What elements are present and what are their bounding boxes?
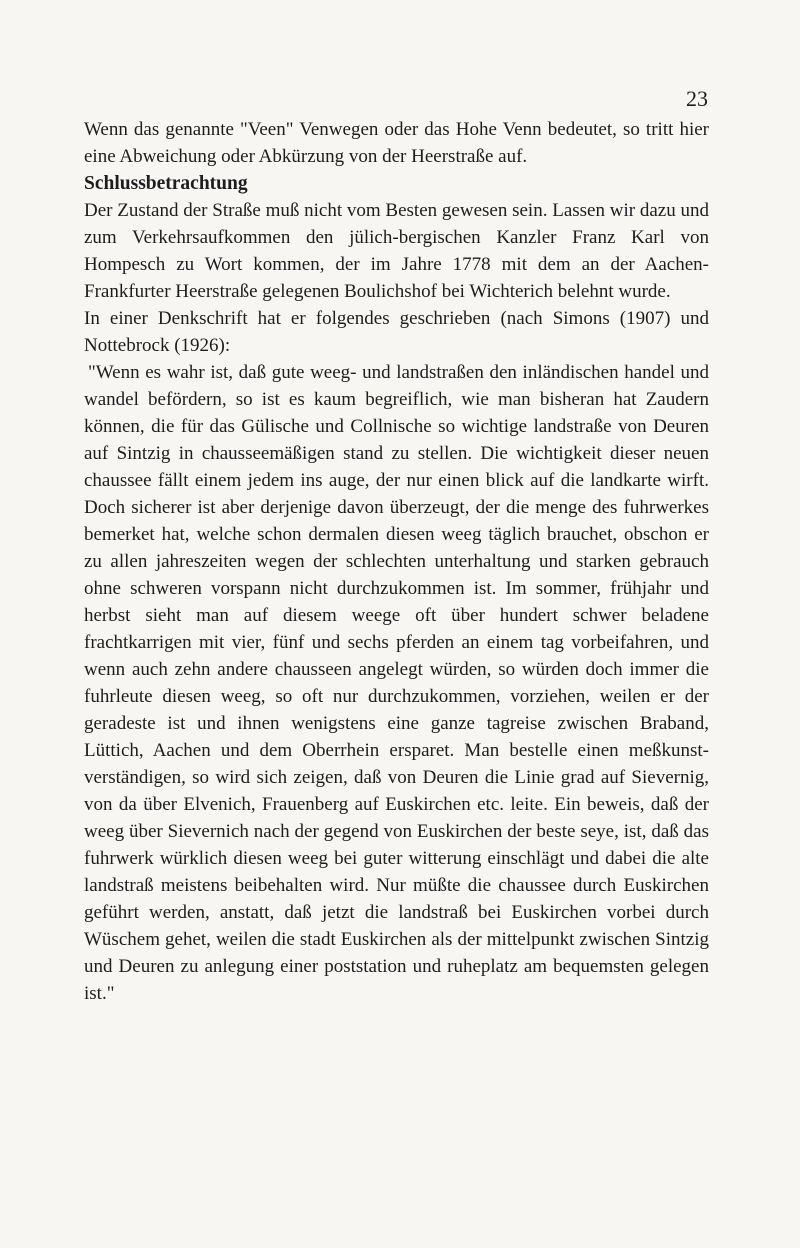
body-text — [84, 116, 709, 1007]
conclusion-paragraph: Der Zustand der Straße muß nicht vom Besten gewesen sein. Lassen wir dazu und zum Verkehrsaufkommen den jülich-bergischen Kanzler Franz Karl von Hompesch zu Wort kommen, der im Jahre 1778 mit dem an der Aachen-Frankfurter Heerstraße gelegenen Boulichshof bei Wichterich belehnt wurde. — [84, 200, 709, 302]
quotation-paragraph: "Wenn es wahr ist, daß gute weeg- und landstraßen den inländischen handel und wandel befördern, so ist es kaum begreiflich, wie man bisheran hat Zaudern können, die für das Gülische und Collnische so wichtige landstraße von Deuren auf Sintzig in chausseemäßigen stand zu stellen. Die wichtigkeit dieser neuen chaussee fällt einem jedem ins auge, der nur einen blick auf die landkarte wirft. Doch sicherer ist aber derjenige davon überzeugt, der die menge des fuhrwerkes bemerket hat, welche schon dermalen diesen weeg täglich brauchet, obschon er zu allen jahreszeiten wegen der schlechten unterhaltung und starken gebrauch ohne schweren vorspann nicht durchzukommen ist. Im sommer, frühjahr und herbst sieht man auf diesem weege oft über hundert schwer beladene frachtkarrigen mit vier, fünf und sechs pferden an einem tag vorbeifahren, und wenn auch zehn andere chausseen angelegt würden, so würden doch immer die fuhrleute diesen weeg, so oft nur durchzukommen, vorziehen, weilen er der geradeste ist und ihnen wenigstens eine ganze tagreise zwischen Braband, Lüttich, Aachen und dem Oberrhein ersparet. Man bestelle einen meßkunst-verständigen, so wird sich zeigen, daß von Deuren die Linie grad auf Sievernig, von da über Elvenich, Frauenberg auf Euskirchen etc. leite. Ein beweis, daß der weeg über Sievernich nach der gegend von Euskirchen der beste seye, ist, daß das fuhrwerk würklich diesen weeg bei guter witterung einschlägt und dabei die alte landstraß meistens beibehalten wird. Nur müßte die chaussee durch Euskirchen geführt werden, anstatt, daß jetzt die landstraß bei Euskirchen vorbei durch Wüschem gehet, weilen die stadt Euskirchen als der mittelpunkt zwischen Sintzig und Deuren zu anlegung einer poststation und ruheplatz am bequemsten gelegen ist." — [84, 362, 709, 1004]
section-heading: Schlussbetrachtung — [84, 173, 248, 194]
page-number: 23 — [686, 86, 708, 111]
source-paragraph: In einer Denkschrift hat er folgendes geschrieben (nach Simons (1907) und Nottebrock (1926): — [84, 308, 709, 356]
intro-paragraph: Wenn das genannte "Veen" Venwegen oder das Hohe Venn bedeutet, so tritt hier eine Abweichung oder Abkürzung von der Heerstraße auf. — [84, 119, 709, 167]
